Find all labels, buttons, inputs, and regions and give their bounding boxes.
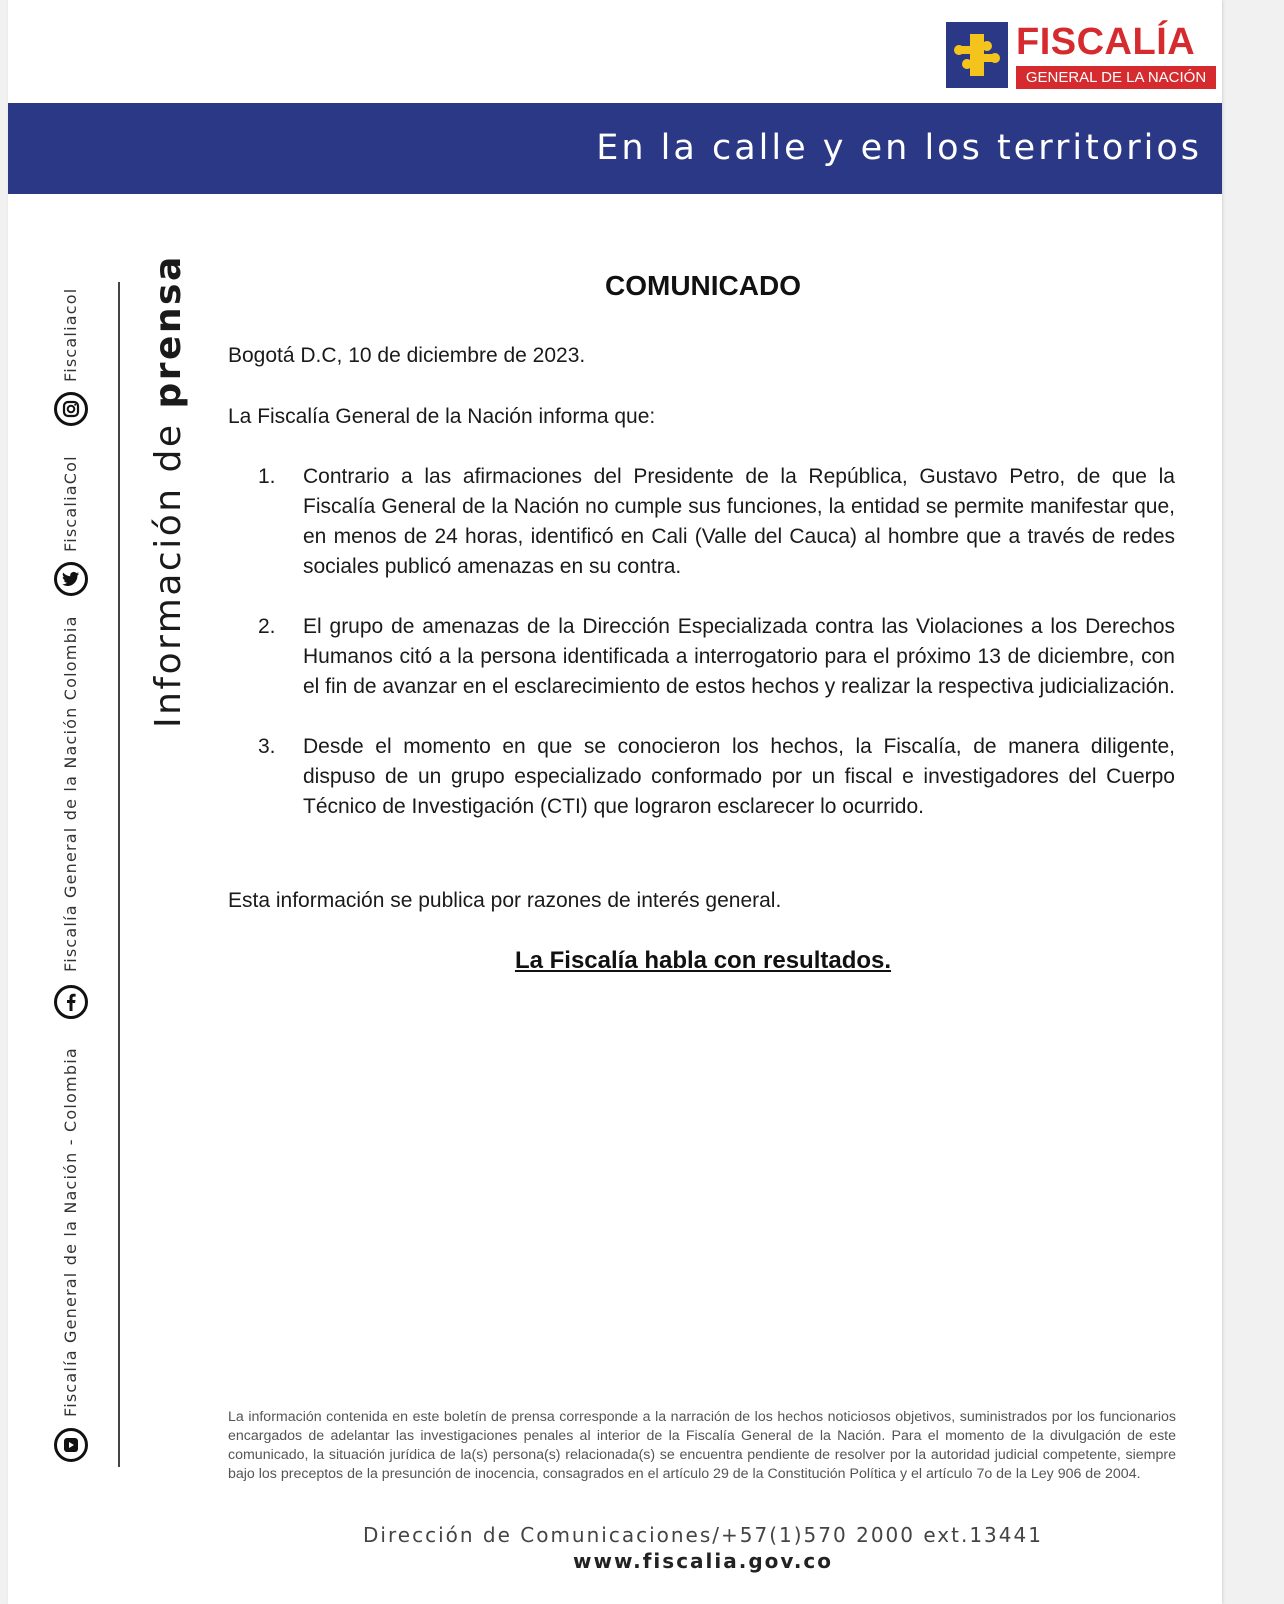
list-item — [258, 732, 1175, 822]
twitter-icon — [54, 562, 88, 596]
fiscalia-logo — [946, 22, 1230, 90]
document-title: COMUNICADO — [605, 270, 801, 301]
youtube-icon — [54, 1428, 88, 1462]
facebook-page: Fiscalía General de la Nación Colombia — [61, 615, 80, 972]
section-label — [148, 254, 189, 728]
list-text: Desde el momento en que se conocieron los hechos, la Fiscalía, de manera diligente, dispuso de un grupo especializado conformado por un fiscal e investigadores del Cuerpo Técnico de Investigación (CTI) que lograron esclarecer lo ocurrido. — [303, 735, 1175, 818]
list-number: 3. — [258, 735, 276, 758]
instagram-icon — [54, 392, 88, 426]
results-slogan: La Fiscalía habla con resultados. — [514, 947, 892, 974]
document-page — [8, 0, 1222, 1604]
list-text: Contrario a las afirmaciones del Presidente de la República, Gustavo Petro, de que la Fiscalía General de la Nación no cumple sus funciones, la entidad se permite manifestar que, en menos de 24 horas, identificó en Cali (Valle del Cauca) al hombre que a través de redes sociales publicó amenazas en su contra. — [303, 465, 1175, 578]
banner-slogan: En la calle y en los territorios — [596, 128, 1202, 168]
header-banner — [8, 103, 1222, 194]
website-link[interactable]: www.fiscalia.gov.co — [572, 1549, 834, 1573]
logo-title: FISCALÍA — [1016, 21, 1196, 63]
section-label-bold: prensa — [148, 254, 189, 409]
contact-info: Dirección de Comunicaciones/+57(1)570 2000 ext.13441 — [363, 1523, 1043, 1547]
dateline: Bogotá D.C, 10 de diciembre de 2023. — [228, 344, 586, 367]
sidebar-divider — [118, 282, 120, 1467]
closing-text: Esta información se publica por razones de interés general. — [228, 889, 782, 912]
legal-disclaimer: La información contenida en este boletín de prensa corresponde a la narración de los hechos noticiosos objetivos, suministrados por los funcionarios encargados de adelantar las investigaciones penales al interior de la Fiscalía General de la Nación. Para el momento de la divulgación de este comunicado, la situación jurídica de la(s) persona(s) relacionada(s) se encuentra pendiente de resolver por la autoridad judicial competente, siempre bajo los preceptos de la presunción de inocencia, consagrados en el artículo 29 de la Constitución Política y el artículo 7o de la Ley 906 de 2004. — [228, 1409, 1176, 1482]
list-number: 2. — [258, 615, 276, 638]
logo-subtitle: GENERAL DE LA NACIÓN — [1016, 66, 1216, 89]
twitter-handle: FiscaliaCol — [61, 455, 80, 552]
list-number: 1. — [258, 465, 276, 488]
statement-list — [258, 462, 1175, 852]
youtube-channel: Fiscalía General de la Nación - Colombia — [61, 1047, 80, 1417]
facebook-icon — [54, 985, 88, 1019]
instagram-handle: Fiscaliacol — [61, 287, 80, 382]
list-text: El grupo de amenazas de la Dirección Especializada contra las Violaciones a los Derechos Humanos citó a la persona identificada a interrogatorio para el próximo 13 de diciembre, con el fin de avanzar en el esclarecimiento de estos hechos y realizar la respectiva judicialización. — [303, 615, 1175, 698]
intro-text: La Fiscalía General de la Nación informa que: — [228, 405, 656, 428]
colombia-puzzle-icon — [946, 22, 1008, 88]
section-label-light: Información de — [148, 408, 189, 728]
list-item — [258, 612, 1175, 702]
list-item — [258, 462, 1175, 582]
